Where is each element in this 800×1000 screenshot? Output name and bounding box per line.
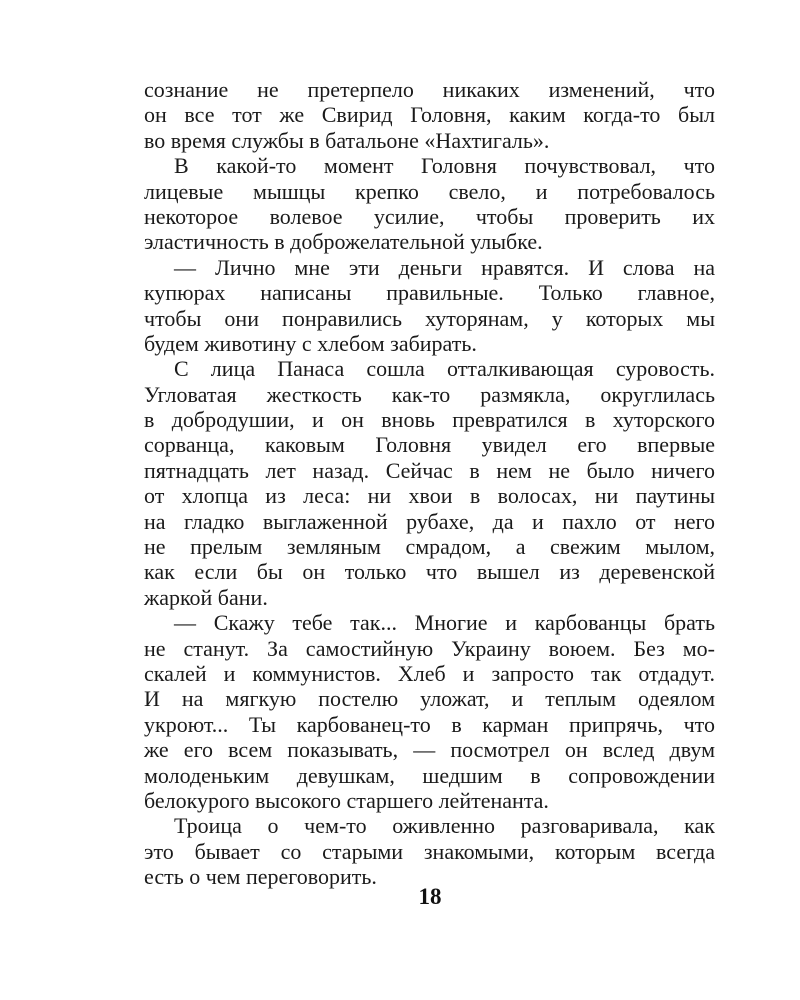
- text-line: во время службы в батальоне «Нахтигаль».: [144, 127, 550, 153]
- body-text: [144, 77, 715, 890]
- text-line: — Скажу тебе так... Многие и карбованцы брать: [174, 610, 715, 636]
- text-line: же его всем показывать, — посмотрел он вслед двум: [144, 737, 715, 763]
- text-line: чтобы они понравились хуторянам, у которых мы: [144, 305, 715, 331]
- text-line: эластичность в доброжелательной улыбке.: [144, 229, 543, 255]
- page-number: 18: [418, 884, 442, 909]
- text-line: В какой-то момент Головня почувствовал, что: [174, 153, 715, 179]
- paragraph: [144, 813, 715, 889]
- text-line: он все тот же Свирид Головня, каким когда-то был: [144, 102, 715, 128]
- paragraph: [144, 610, 715, 813]
- text-line: сорванца, каковым Головня увидел его впервые: [144, 432, 715, 458]
- text-line: скалей и коммунистов. Хлеб и запросто так отдадут.: [144, 660, 715, 686]
- text-line: как если бы он только что вышел из деревенской: [144, 559, 715, 585]
- text-line: И на мягкую постелю уложат, и теплым одеялом: [144, 686, 715, 712]
- text-line: не прелым земляным смрадом, а свежим мылом,: [144, 534, 715, 560]
- text-line: купюрах написаны правильные. Только главное,: [144, 280, 715, 306]
- text-line: лицевые мышцы крепко свело, и потребовалось: [144, 178, 715, 204]
- paragraph: [144, 356, 715, 610]
- text-line: С лица Панаса сошла отталкивающая суровость.: [174, 356, 715, 382]
- text-line: белокурого высокого старшего лейтенанта.: [144, 787, 549, 813]
- text-line: некоторое волевое усилие, чтобы проверить их: [144, 203, 715, 229]
- text-line: — Лично мне эти деньги нравятся. И слова на: [174, 254, 715, 280]
- text-line: на гладко выглаженной рубахе, да и пахло от него: [144, 508, 715, 534]
- paragraph: [144, 153, 715, 255]
- text-line: в добродушии, и он вновь превратился в хуторского: [144, 407, 715, 433]
- text-line: сознание не претерпело никаких изменений, что: [144, 77, 715, 102]
- text-line: не станут. За самостийную Украину воюем. Без мо-: [144, 635, 715, 661]
- paragraph: [144, 255, 715, 357]
- text-line: будем животину с хлебом забирать.: [144, 330, 477, 356]
- text-line: жаркой бани.: [144, 584, 268, 610]
- text-line: есть о чем переговорить.: [144, 864, 377, 890]
- text-line: от хлопца из леса: ни хвои в волосах, ни паутины: [144, 483, 715, 509]
- text-line: Троица о чем-то оживленно разговаривала, как: [174, 813, 715, 839]
- text-line: Угловатая жесткость как-то размякла, округлилась: [144, 381, 715, 407]
- text-line: это бывает со старыми знакомыми, которым всегда: [144, 838, 715, 864]
- text-line: молоденьким девушкам, шедшим в сопровождении: [144, 762, 715, 788]
- text-line: пятнадцать лет назад. Сейчас в нем не было ничего: [144, 457, 715, 483]
- paragraph: [144, 77, 715, 153]
- text-line: укроют... Ты карбованец-то в карман припрячь, что: [144, 711, 715, 737]
